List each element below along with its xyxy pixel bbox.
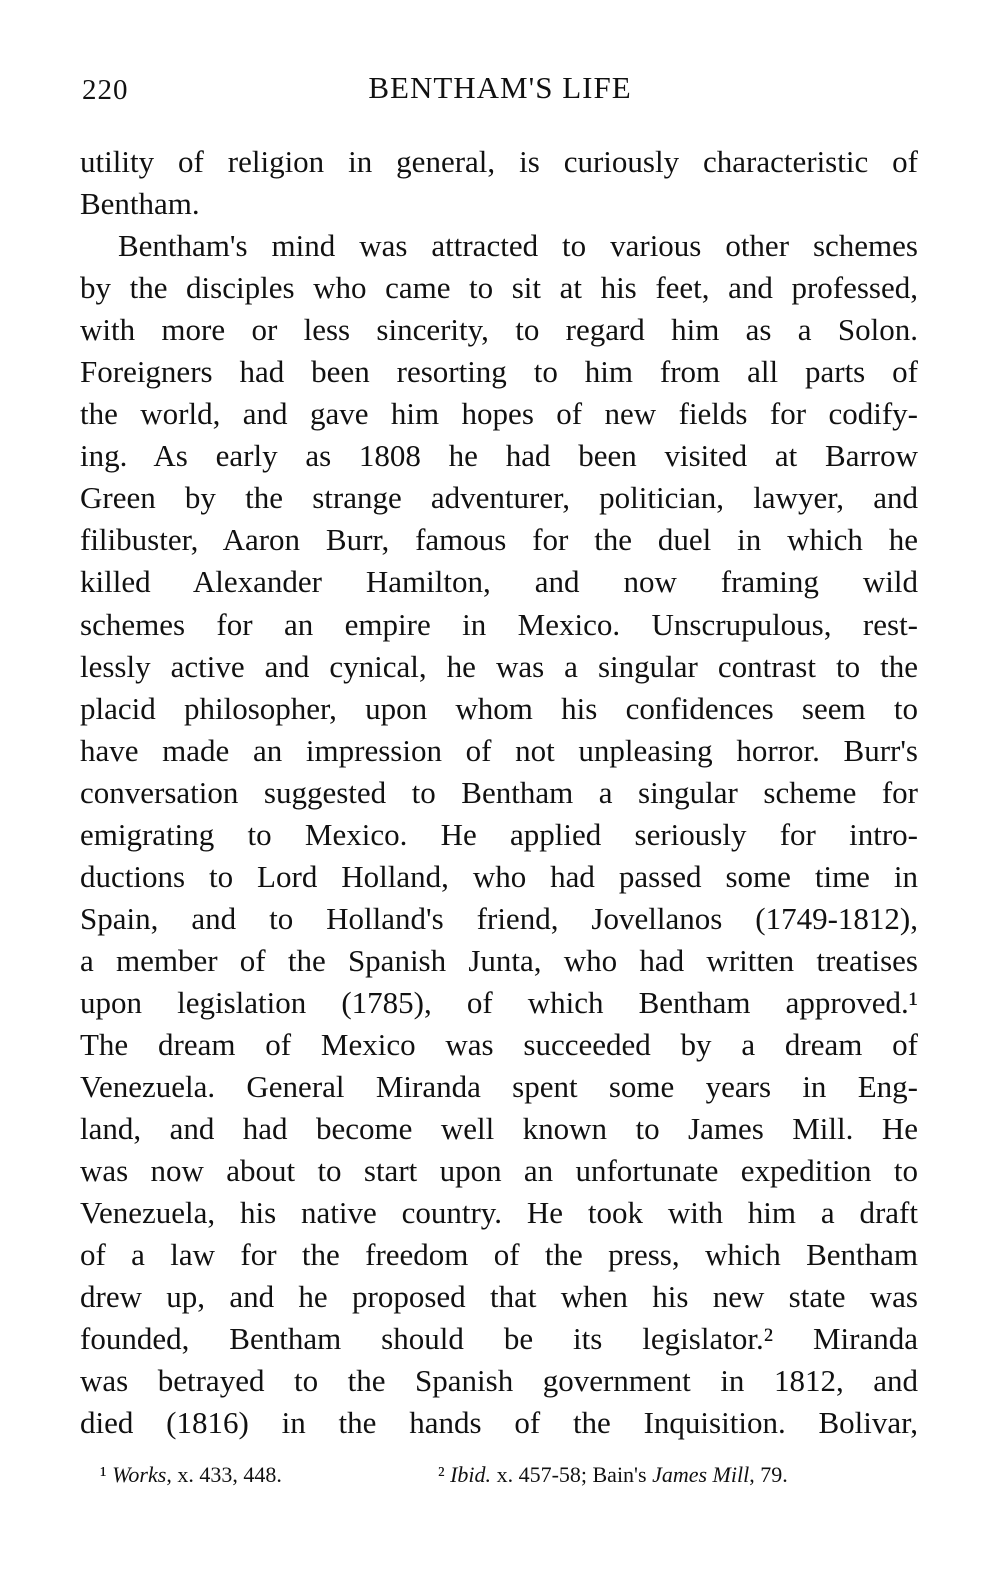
text-line: Bentham's mind was attracted to various other schemes <box>118 228 918 264</box>
text-line: schemes for an empire in Mexico. Unscrupulous, rest- <box>80 606 918 642</box>
text-line: drew up, and he proposed that when his new state was <box>80 1279 918 1315</box>
text-line: The dream of Mexico was succeeded by a dream of <box>80 1026 918 1062</box>
text-line: with more or less sincerity, to regard him as a Solon. <box>80 312 918 348</box>
footnote-text: , 79. <box>749 1462 788 1487</box>
text-line: of a law for the freedom of the press, which Bentham <box>80 1237 918 1273</box>
running-header <box>82 70 918 114</box>
footnote-text: x. 457-58; Bain's <box>491 1462 653 1487</box>
text-line: filibuster, Aaron Burr, famous for the duel in which he <box>80 522 918 558</box>
footnote-mark: ¹ <box>100 1462 107 1487</box>
footnote-title: James Mill <box>652 1462 750 1487</box>
text-line: Bentham. <box>80 186 200 222</box>
text-line: the world, and gave him hopes of new fields for codify- <box>80 396 918 432</box>
text-line: emigrating to Mexico. He applied seriously for intro- <box>80 816 918 852</box>
text-line: died (1816) in the hands of the Inquisition. Bolivar, <box>80 1405 918 1441</box>
text-line: conversation suggested to Bentham a singular scheme for <box>80 774 918 810</box>
footnote-1 <box>100 1462 282 1488</box>
text-line: was betrayed to the Spanish government in 1812, and <box>80 1363 918 1399</box>
text-line: by the disciples who came to sit at his feet, and professed, <box>80 270 918 306</box>
text-line: ing. As early as 1808 he had been visited at Barrow <box>80 438 918 474</box>
footnote-source: Ibid. <box>450 1462 492 1487</box>
text-line: founded, Bentham should be its legislator.² Miranda <box>80 1321 918 1357</box>
footnote-mark: ² <box>438 1462 445 1487</box>
text-line: lessly active and cynical, he was a singular contrast to the <box>80 648 918 684</box>
text-line: Green by the strange adventurer, politician, lawyer, and <box>80 480 918 516</box>
running-title: BENTHAM'S LIFE <box>368 70 632 105</box>
text-line: was now about to start upon an unfortunate expedition to <box>80 1153 918 1189</box>
text-line: Foreigners had been resorting to him from all parts of <box>80 354 918 390</box>
text-line: a member of the Spanish Junta, who had written treatises <box>80 942 918 978</box>
text-line: Spain, and to Holland's friend, Jovellanos (1749-1812), <box>80 900 918 936</box>
text-line: land, and had become well known to James Mill. He <box>80 1111 918 1147</box>
body-text <box>80 141 918 1444</box>
footnote-text: , x. 433, 448. <box>166 1462 282 1487</box>
text-line: placid philosopher, upon whom his confidences seem to <box>80 690 918 726</box>
text-line: have made an impression of not unpleasing horror. Burr's <box>80 732 918 768</box>
footnote-2 <box>438 1462 788 1488</box>
text-line: killed Alexander Hamilton, and now framing wild <box>80 564 918 600</box>
footnote-source: Works <box>112 1462 167 1487</box>
text-line: upon legislation (1785), of which Bentham approved.¹ <box>80 984 918 1020</box>
page-number: 220 <box>82 74 129 106</box>
text-line: utility of religion in general, is curiously characteristic of <box>80 144 918 179</box>
text-line: Venezuela. General Miranda spent some years in Eng- <box>80 1069 918 1105</box>
text-line: ductions to Lord Holland, who had passed some time in <box>80 858 918 894</box>
text-line: Venezuela, his native country. He took with him a draft <box>80 1195 918 1231</box>
